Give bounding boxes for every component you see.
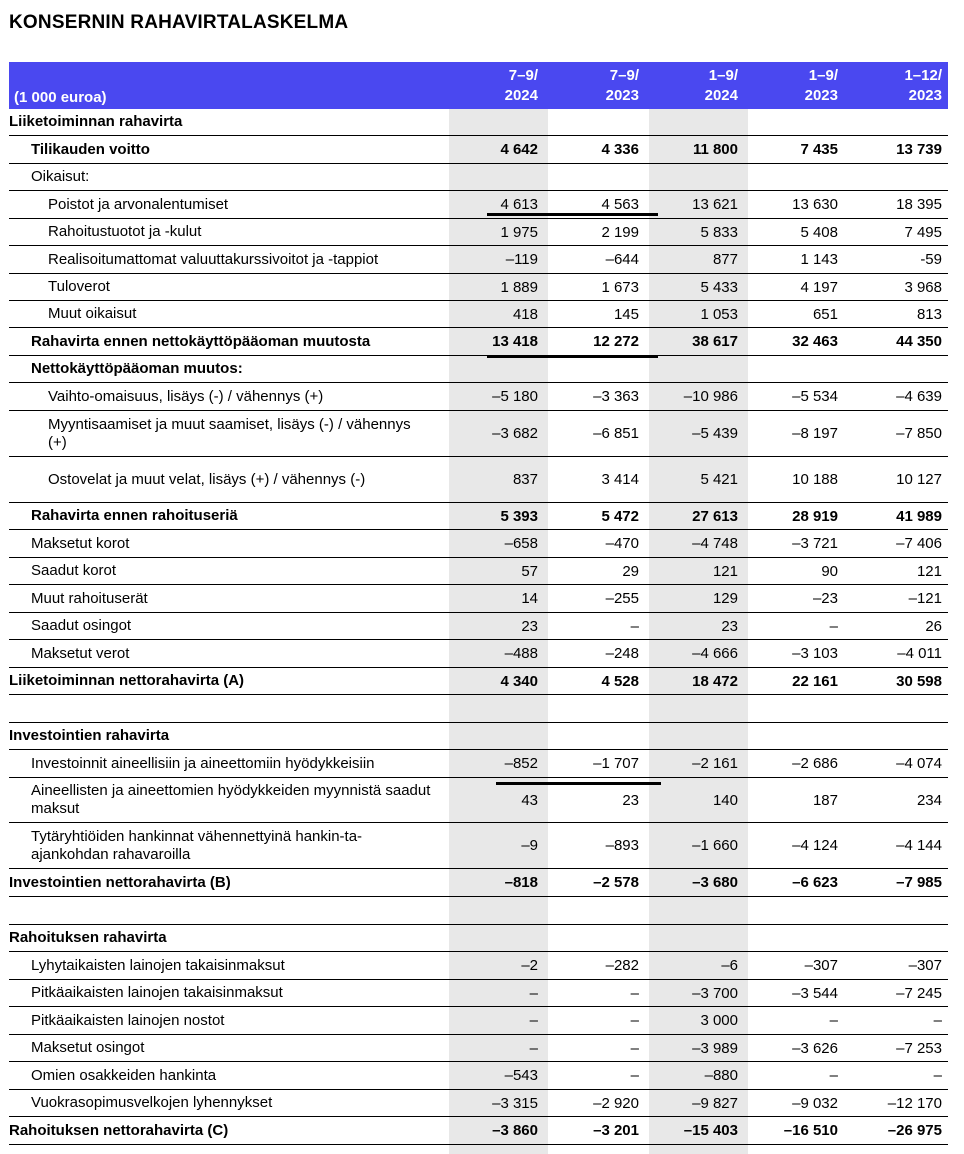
- row-value: 29: [622, 562, 639, 580]
- table-row: [9, 164, 948, 191]
- row-value: 5 433: [700, 278, 738, 296]
- row-value: 140: [712, 791, 738, 809]
- table-row: [9, 356, 948, 383]
- table-row: [9, 869, 948, 897]
- row-label: Investointien nettorahavirta (B): [9, 873, 231, 891]
- row-value: 22 161: [792, 672, 838, 690]
- table-row: [9, 383, 948, 411]
- row-value: 813: [916, 305, 942, 323]
- column-header-ytd-2024: [705, 66, 738, 106]
- row-value: 187: [812, 791, 838, 809]
- row-value: 121: [916, 562, 942, 580]
- row-value: 23: [721, 617, 738, 635]
- row-value: –470: [605, 535, 639, 552]
- row-label: Tuloverot: [48, 278, 110, 295]
- row-value: [443, 356, 538, 382]
- row-value: 1 143: [800, 251, 838, 268]
- row-value: [847, 723, 942, 749]
- table-row: [9, 823, 948, 869]
- row-value: –: [829, 617, 838, 635]
- table-row: [9, 723, 948, 750]
- row-value: –121: [908, 590, 942, 607]
- row-value: [443, 723, 538, 749]
- table-row: [9, 457, 948, 503]
- row-value: –893: [605, 837, 639, 854]
- row-value: [643, 897, 738, 924]
- row-value: –1 660: [692, 837, 738, 854]
- row-value: [847, 925, 942, 951]
- row-value: 5 421: [700, 471, 738, 488]
- column-header-line2: 2023: [804, 87, 838, 104]
- row-value: –23: [812, 590, 838, 607]
- row-value: –3 626: [792, 1039, 838, 1057]
- row-value: 11 800: [692, 141, 738, 158]
- row-value: 13 630: [792, 196, 838, 213]
- row-value: [443, 164, 538, 190]
- table-row: [9, 246, 948, 274]
- table-row: [9, 530, 948, 558]
- column-header-line1: 1–9/: [708, 67, 738, 84]
- row-label: Maksetut korot: [31, 534, 130, 552]
- row-value: 30 598: [896, 672, 942, 690]
- underline-accent: [487, 355, 658, 358]
- table-row: [9, 925, 948, 952]
- column-header-ytd-2023: [805, 66, 838, 106]
- row-value: 43: [521, 791, 538, 809]
- table-header: [9, 62, 948, 109]
- row-value: 129: [712, 590, 738, 607]
- row-value: 7 435: [800, 141, 838, 158]
- cash-flow-table: [9, 62, 948, 1145]
- row-value: [544, 164, 639, 190]
- row-value: [643, 723, 738, 749]
- column-header-line1: 7–9/: [609, 67, 639, 84]
- row-value: –248: [605, 645, 639, 662]
- row-value: –7 985: [896, 874, 942, 891]
- row-label: Rahoituksen rahavirta: [9, 929, 167, 946]
- table-row: [9, 1062, 948, 1090]
- row-value: –6 623: [792, 874, 838, 891]
- row-value: –3 201: [593, 1122, 639, 1139]
- row-value: 5 833: [700, 223, 738, 241]
- row-value: 4 613: [500, 196, 538, 213]
- table-row: [9, 585, 948, 613]
- row-value: –: [529, 1012, 538, 1029]
- row-value: [743, 164, 838, 190]
- row-value: 4 197: [800, 278, 838, 296]
- row-label: Investointien rahavirta: [9, 727, 170, 744]
- row-label: Myyntisaamiset ja muut saamiset, lisäys (-) / vähennys (+): [48, 415, 411, 451]
- row-value: [847, 897, 942, 924]
- column-header-line2: 2023: [908, 87, 942, 104]
- row-value: –488: [504, 645, 538, 662]
- row-label: Oikaisut:: [31, 168, 90, 185]
- row-value: 837: [512, 471, 538, 488]
- row-value: [847, 695, 942, 722]
- row-label: Omien osakkeiden hankinta: [31, 1066, 217, 1084]
- row-value: –9 827: [692, 1094, 738, 1112]
- row-value: –307: [908, 957, 942, 974]
- row-label: Pitkäaikaisten lainojen takaisinmaksut: [31, 984, 283, 1001]
- row-value: –4 639: [896, 388, 942, 405]
- row-value: –5 180: [492, 388, 538, 405]
- row-value: –10 986: [683, 388, 738, 405]
- row-label: Investoinnit aineellisiin ja aineettomiin hyödykkeisiin: [31, 754, 375, 772]
- row-value: [643, 695, 738, 722]
- row-value: –: [933, 1012, 942, 1029]
- row-value: –1 707: [593, 755, 639, 772]
- row-value: –3 721: [792, 535, 838, 552]
- row-value: –: [529, 984, 538, 1002]
- row-label: Lyhytaikaisten lainojen takaisinmaksut: [31, 956, 285, 974]
- row-label: Saadut osingot: [31, 617, 132, 634]
- row-value: 18 472: [692, 672, 738, 690]
- row-value: 1 975: [500, 223, 538, 241]
- row-value: –: [630, 617, 639, 635]
- row-value: –4 124: [792, 837, 838, 854]
- row-value: –2: [521, 957, 538, 974]
- table-row: [9, 328, 948, 356]
- row-label: Tilikauden voitto: [31, 140, 150, 158]
- row-value: –4 011: [897, 645, 942, 662]
- table-row: [9, 136, 948, 164]
- column-header-line2: 2024: [504, 87, 538, 104]
- table-row: [9, 668, 948, 695]
- table-row: [9, 411, 948, 457]
- row-value: 38 617: [692, 333, 738, 350]
- table-row: [9, 109, 948, 136]
- row-value: 14: [521, 590, 538, 607]
- table-row: [9, 952, 948, 980]
- row-label: Vaihto-omaisuus, lisäys (-) / vähennys (+): [48, 387, 324, 405]
- row-value: –6: [721, 957, 738, 974]
- row-value: –5 534: [792, 388, 838, 405]
- row-label: Rahoituksen nettorahavirta (C): [9, 1121, 229, 1139]
- row-value: –9: [521, 837, 538, 854]
- row-value: –7 850: [896, 425, 942, 442]
- row-value: –7 253: [896, 1039, 942, 1057]
- row-value: 23: [622, 791, 639, 809]
- row-value: [443, 109, 538, 135]
- column-header-fy-2023: [904, 66, 942, 106]
- row-value: –: [630, 984, 639, 1002]
- row-label: Nettokäyttöpääoman muutos:: [31, 360, 243, 377]
- row-value: –3 363: [593, 388, 639, 405]
- row-value: 18 395: [896, 196, 942, 213]
- row-value: –16 510: [783, 1122, 838, 1139]
- row-value: [643, 356, 738, 382]
- row-value: –: [630, 1067, 639, 1084]
- row-value: 13 739: [896, 141, 942, 158]
- column-header-line1: 7–9/: [508, 67, 538, 84]
- row-value: 4 528: [601, 672, 639, 690]
- row-label: Saadut korot: [31, 562, 117, 579]
- table-row: [9, 778, 948, 823]
- row-label: Muut oikaisut: [48, 305, 137, 322]
- row-value: 651: [812, 305, 838, 323]
- row-value: [643, 109, 738, 135]
- row-value: 3 968: [904, 278, 942, 296]
- row-value: 145: [613, 305, 639, 323]
- row-label: Tytäryhtiöiden hankinnat vähennettyinä hankin-ta-ajankohdan rahavaroilla: [31, 827, 363, 863]
- row-value: 234: [916, 791, 942, 809]
- row-value: 1 673: [601, 278, 639, 296]
- row-label: Rahoitustuotot ja -kulut: [48, 223, 202, 240]
- row-value: 13 418: [492, 333, 538, 350]
- row-value: 32 463: [792, 333, 838, 350]
- row-value: –26 975: [887, 1122, 942, 1139]
- column-header-q3-2024: [505, 66, 538, 106]
- row-label: Ostovelat ja muut velat, lisäys (+) / vähennys (-): [48, 470, 366, 488]
- table-row: [9, 613, 948, 640]
- row-value: –3 544: [792, 984, 838, 1002]
- row-value: 4 563: [601, 196, 639, 213]
- row-value: 4 642: [500, 141, 538, 158]
- row-label: Muut rahoituserät: [31, 589, 148, 607]
- row-value: –7 245: [896, 984, 942, 1002]
- row-value: 10 188: [792, 471, 838, 488]
- row-value: [544, 897, 639, 924]
- table-row: [9, 980, 948, 1007]
- table-row: [9, 640, 948, 668]
- row-value: –818: [504, 874, 538, 891]
- row-value: –4 074: [896, 755, 942, 772]
- row-value: [643, 164, 738, 190]
- table-body: [9, 109, 948, 1145]
- row-value: –4 144: [896, 837, 942, 854]
- row-value: –3 700: [692, 984, 738, 1002]
- row-value: –9 032: [792, 1094, 838, 1112]
- row-value: 4 340: [500, 672, 538, 690]
- row-value: 5 393: [500, 507, 538, 525]
- row-value: –2 161: [692, 755, 738, 772]
- row-value: 28 919: [792, 507, 838, 525]
- row-value: 7 495: [904, 223, 942, 241]
- row-label: Poistot ja arvonalentumiset: [48, 195, 229, 213]
- row-value: [743, 356, 838, 382]
- underline-accent: [496, 782, 661, 785]
- table-row: [9, 1035, 948, 1062]
- row-value: –3 989: [692, 1039, 738, 1057]
- row-value: –15 403: [683, 1122, 738, 1139]
- row-value: 4 336: [601, 141, 639, 158]
- row-value: –: [630, 1012, 639, 1029]
- row-value: –658: [504, 535, 538, 552]
- column-header-q3-2023: [606, 66, 639, 106]
- row-value: [847, 356, 942, 382]
- row-value: –3 315: [492, 1094, 538, 1112]
- row-value: –: [829, 1012, 838, 1029]
- row-label: Aineellisten ja aineettomien hyödykkeiden myynnistä saadut maksut: [31, 782, 431, 817]
- column-header-line2: 2024: [704, 87, 738, 104]
- row-label: Vuokrasopimusvelkojen lyhennykset: [31, 1094, 273, 1111]
- row-label: Liiketoiminnan nettorahavirta (A): [9, 672, 245, 689]
- row-value: 5 408: [800, 223, 838, 241]
- table-row: [9, 897, 948, 925]
- row-label: Realisoitumattomat valuuttakurssivoitot ja -tappiot: [48, 250, 379, 268]
- row-value: [847, 164, 942, 190]
- row-value: –255: [605, 590, 639, 607]
- row-value: –4 666: [692, 645, 738, 662]
- row-value: –: [630, 1039, 639, 1057]
- row-value: [443, 897, 538, 924]
- column-header-line2: 2023: [605, 87, 639, 104]
- table-row: [9, 1117, 948, 1145]
- row-value: –644: [605, 251, 639, 268]
- row-label: Rahavirta ennen nettokäyttöpääoman muutosta: [31, 332, 371, 350]
- table-row: [9, 219, 948, 246]
- row-value: –3 682: [492, 425, 538, 442]
- row-value: –5 439: [692, 425, 738, 442]
- row-value: 2 199: [601, 223, 639, 241]
- row-value: –307: [804, 957, 838, 974]
- row-value: [743, 723, 838, 749]
- row-label: Rahavirta ennen rahoituseriä: [31, 507, 238, 524]
- unit-label: (1 000 euroa): [14, 89, 107, 106]
- row-value: –: [529, 1039, 538, 1057]
- row-value: [743, 897, 838, 924]
- row-label: Maksetut osingot: [31, 1039, 145, 1056]
- row-value: [544, 723, 639, 749]
- table-row: [9, 750, 948, 778]
- row-value: –: [829, 1067, 838, 1084]
- table-row: [9, 1007, 948, 1035]
- row-value: [743, 695, 838, 722]
- column-header-line1: 1–12/: [904, 67, 942, 84]
- row-value: 10 127: [896, 471, 942, 488]
- table-row: [9, 301, 948, 328]
- row-value: 90: [821, 562, 838, 580]
- row-value: –282: [605, 957, 639, 974]
- row-value: 41 989: [896, 507, 942, 525]
- row-value: [544, 356, 639, 382]
- row-value: 12 272: [593, 333, 639, 350]
- page-title: KONSERNIN RAHAVIRTALASKELMA: [9, 12, 349, 33]
- table-row: [9, 695, 948, 723]
- row-value: [443, 925, 538, 951]
- row-value: [643, 925, 738, 951]
- row-value: 5 472: [601, 507, 639, 525]
- row-value: –7 406: [896, 535, 942, 552]
- row-value: –2 920: [593, 1094, 639, 1112]
- row-value: [847, 109, 942, 135]
- row-value: –880: [704, 1067, 738, 1084]
- row-value: [743, 109, 838, 135]
- table-row: [9, 503, 948, 530]
- row-value: –3 103: [792, 645, 838, 662]
- row-value: 3 000: [700, 1012, 738, 1029]
- row-value: –2 578: [593, 874, 639, 891]
- row-value: -59: [920, 251, 942, 268]
- row-value: 877: [712, 251, 738, 268]
- table-row: [9, 274, 948, 301]
- underline-accent: [487, 213, 658, 216]
- row-value: 418: [512, 305, 538, 323]
- row-value: 13 621: [692, 196, 738, 213]
- table-row: [9, 191, 948, 219]
- row-value: 3 414: [601, 471, 639, 488]
- column-header-line1: 1–9/: [808, 67, 838, 84]
- row-label: Pitkäaikaisten lainojen nostot: [31, 1011, 225, 1029]
- row-value: 23: [521, 617, 538, 635]
- row-label: Maksetut verot: [31, 644, 130, 662]
- table-row: [9, 1090, 948, 1117]
- row-value: 26: [925, 617, 942, 635]
- row-value: 1 889: [500, 278, 538, 296]
- row-value: –3 860: [492, 1122, 538, 1139]
- row-value: 44 350: [896, 333, 942, 350]
- row-value: –6 851: [593, 425, 639, 442]
- row-value: –8 197: [792, 425, 838, 442]
- row-value: –852: [504, 755, 538, 772]
- table-row: [9, 558, 948, 585]
- row-value: 27 613: [692, 507, 738, 525]
- row-value: –543: [504, 1067, 538, 1084]
- row-value: [443, 695, 538, 722]
- row-value: –119: [505, 251, 538, 268]
- row-value: –2 686: [792, 755, 838, 772]
- row-value: 1 053: [700, 305, 738, 323]
- row-value: [544, 925, 639, 951]
- row-value: –4 748: [692, 535, 738, 552]
- row-value: [743, 925, 838, 951]
- row-value: 121: [712, 562, 738, 580]
- row-label: Liiketoiminnan rahavirta: [9, 113, 183, 130]
- row-value: [544, 109, 639, 135]
- row-value: –12 170: [887, 1094, 942, 1112]
- row-value: –3 680: [692, 874, 738, 891]
- row-value: –: [933, 1067, 942, 1084]
- row-value: 57: [521, 562, 538, 580]
- row-value: [544, 695, 639, 722]
